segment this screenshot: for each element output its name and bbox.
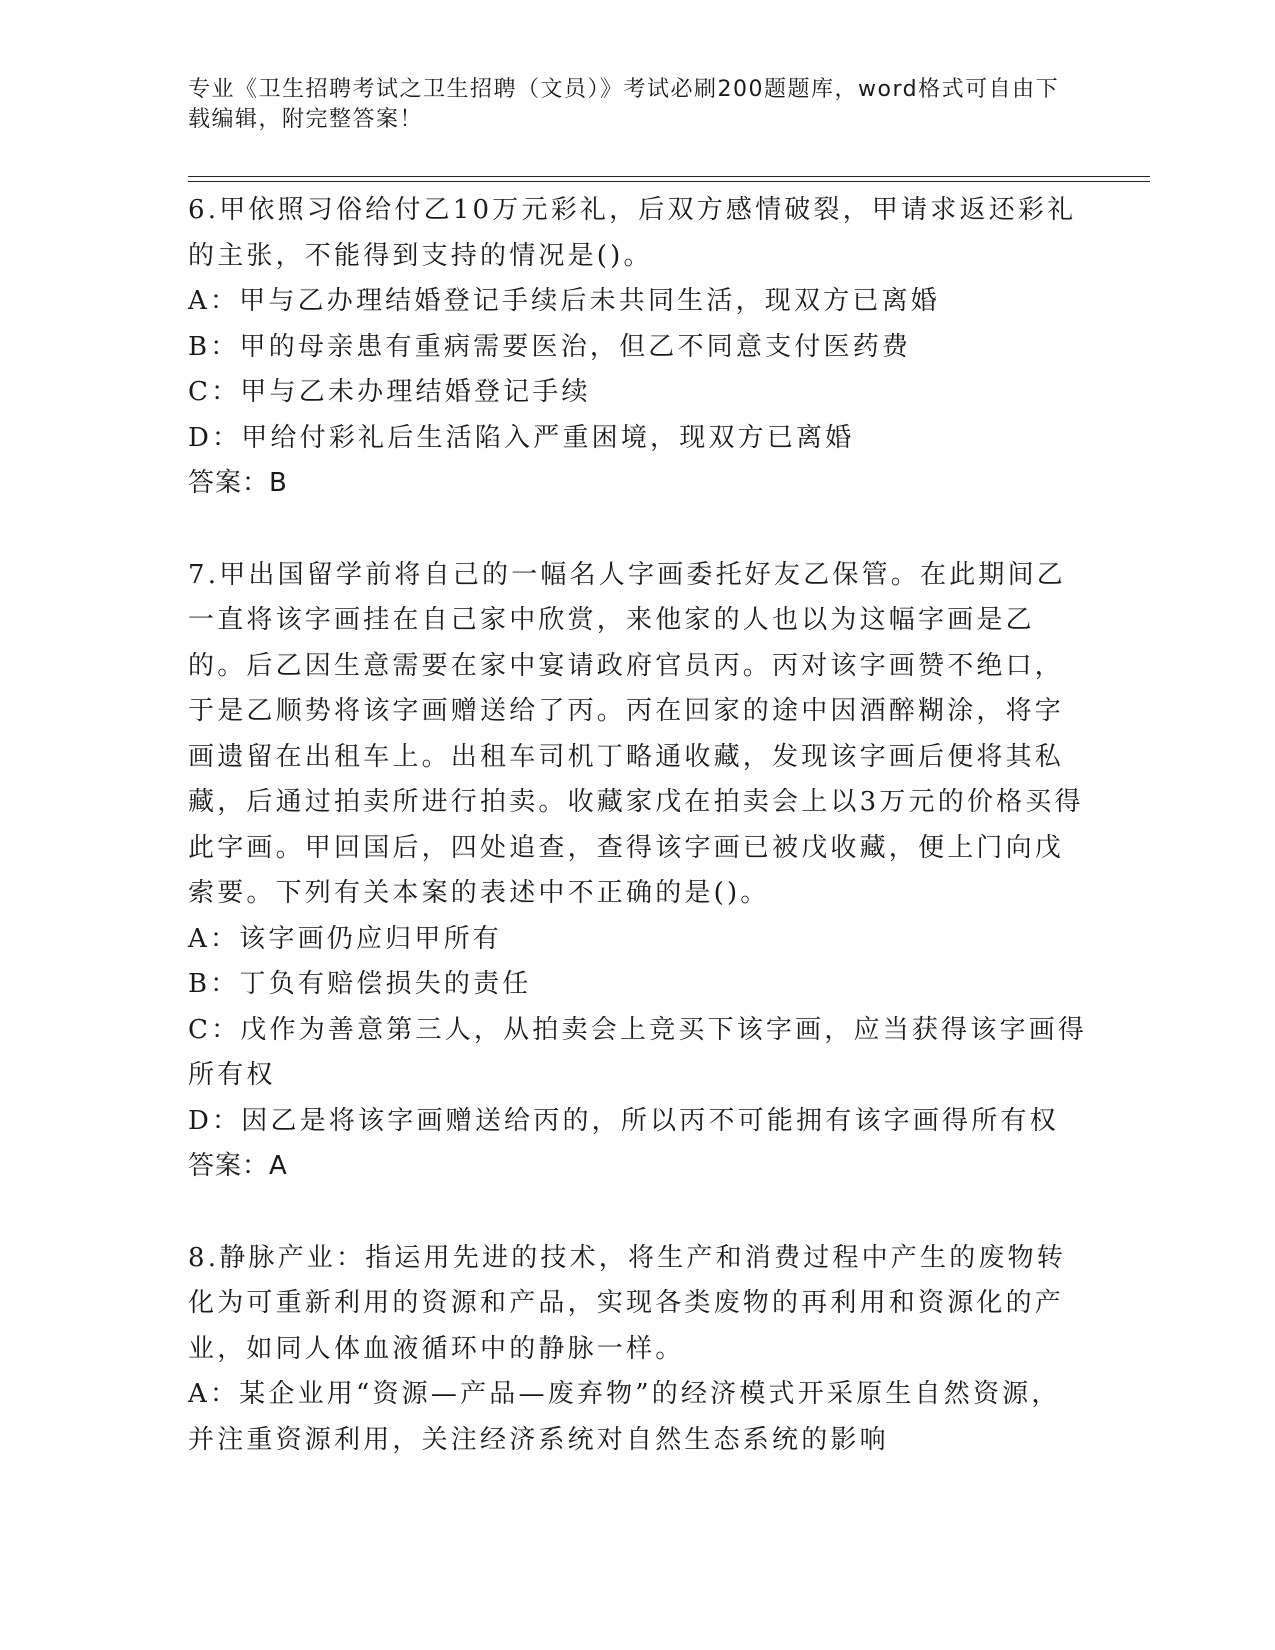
option-d: D：因乙是将该字画赠送给丙的，所以丙不可能拥有该字画得所有权 [188, 1105, 1059, 1136]
option-c: C：戊作为善意第三人，从拍卖会上竞买下该字画，应当获得该字画得所有权 [188, 1014, 1088, 1090]
question-7 [188, 553, 1088, 1190]
option-c: C：甲与乙未办理结婚登记手续 [188, 377, 591, 407]
answer-label: 答案：B [188, 468, 288, 498]
option-b: B：丁负有赔偿损失的责任 [188, 969, 532, 999]
option-d: D：甲给付彩礼后生活陷入严重困境，现双方已离婚 [188, 422, 855, 453]
question-stem: 7.甲出国留学前将自己的一幅名人字画委托好友乙保管。在此期间乙一直将该字画挂在自己家中欣赏，来他家的人也以为这幅字画是乙的。后乙因生意需要在家中宴请政府官员丙。丙对该字画赞不绝口，于是乙顺势将该字画赠送给了丙。丙在回家的途中因酒醉糊涂，将字画遗留在出租车上。出租车司机丁略通收藏，发现该字画后便将其私藏，后通过拍卖所进行拍卖。收藏家戊在拍卖会上以3万元的价格买得此字画。甲回国后，四处追查，查得该字画已被戊收藏，便上门向戊索要。下列有关本案的表述中不正确的是()。 [188, 559, 1084, 908]
option-b: B：甲的母亲患有重病需要医治，但乙不同意支付医药费 [188, 331, 912, 362]
header-divider-bottom [188, 181, 1150, 182]
answer-label: 答案：A [188, 1151, 288, 1181]
question-list [188, 188, 1088, 1509]
option-a: A：该字画仍应归甲所有 [188, 923, 502, 954]
question-6 [188, 188, 1088, 507]
option-a: A：甲与乙办理结婚登记手续后未共同生活，现双方已离婚 [188, 286, 940, 316]
option-a: A：某企业用“资源—产品—废弃物”的经济模式开采原生自然资源，并注重资源利用，关注经济系统对自然生态系统的影响 [188, 1379, 1061, 1455]
header-divider-top [188, 176, 1150, 177]
question-stem: 6.甲依照习俗给付乙10万元彩礼，后双方感情破裂，甲请求返还彩礼的主张，不能得到支持的情况是()。 [188, 195, 1077, 271]
document-header: 专业《卫生招聘考试之卫生招聘（文员）》考试必刷200题题库，word格式可自由下载编辑，附完整答案！ [188, 77, 1060, 132]
question-8 [188, 1236, 1088, 1464]
question-stem: 8.静脉产业：指运用先进的技术，将生产和消费过程中产生的废物转化为可重新利用的资源和产品，实现各类废物的再利用和资源化的产业，如同人体血液循环中的静脉一样。 [188, 1242, 1067, 1364]
